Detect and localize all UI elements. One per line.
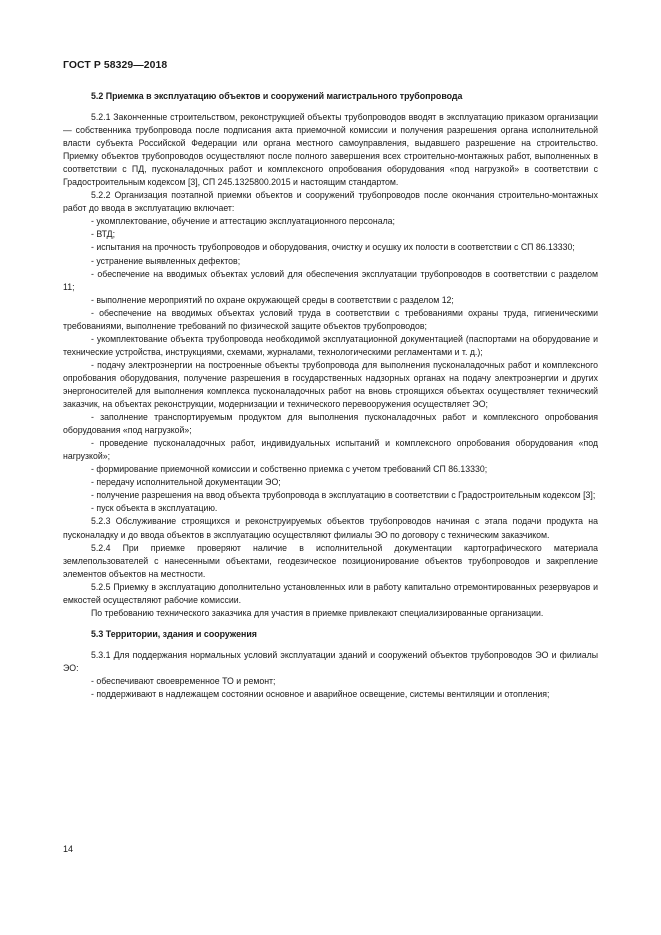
list-item: - выполнение мероприятий по охране окружающей среды в соответствии с разделом 12;: [91, 294, 454, 305]
list-item: - укомплектование объекта трубопровода необходимой эксплуатационной документацией (паспортами на оборудование и технические устройства, инструкциями, схемами, журналами, технологическими регламентами и т. д.);: [63, 333, 598, 357]
list-item: - обеспечение на вводимых объектах условий труда в соответствии с требованиями охраны труда, гигиеническими требованиями, выполнение требований по физической защите объектов трубопроводов;: [63, 307, 598, 331]
list-item: - подачу электроэнергии на построенные объекты трубопровода для выполнения пусконаладочных работ и комплексного опробования оборудования, получение разрешения в государственных надзорных органах на подачу электроэнергии и других энергоносителей для выполнения комплекса пусконаладочных работ на вновь строящихся объектах осуществляет технический заказчик, на объектах реконструкции, модернизации и технического перевооружения осуществляет ЭО;: [63, 359, 598, 410]
standard-header: ГОСТ Р 58329—2018: [63, 60, 168, 71]
list-item: - укомплектование, обучение и аттестацию эксплуатационного персонала;: [91, 216, 395, 227]
paragraph-5-2-2: 5.2.2 Организация поэтапной приемки объектов и сооружений трубопроводов после окончания строительно-монтажных работ до ввода в эксплуатацию включает:: [63, 190, 598, 214]
paragraph-5-2-4: 5.2.4 При приемке проверяют наличие в исполнительной документации картографического материала землепользователей с нанесенными объектами, геодезическое позиционирование объектов трубопроводов и закрепление элементов объектов на местности.: [63, 542, 598, 579]
list-item: - обеспечивают своевременное ТО и ремонт;: [91, 675, 276, 686]
paragraph-5-2-3: 5.2.3 Обслуживание строящихся и реконструируемых объектов трубопроводов начиная с этапа подачи продукта на пусконаладку и до ввода объектов в эксплуатацию осуществляют филиалы ЭО по договору с техническим заказчиком.: [63, 516, 598, 540]
list-item: - передачу исполнительной документации ЭО;: [91, 477, 281, 488]
list-item: - получение разрешения на ввод объекта трубопровода в эксплуатацию в соответствии с Градостроительным кодексом [3];: [91, 490, 596, 501]
list-item: - ВТД;: [91, 229, 116, 240]
list-item: - проведение пусконаладочных работ, индивидуальных испытаний и комплексного опробования оборудования «под нагрузкой»;: [63, 438, 598, 462]
paragraph-5-3-1: 5.3.1 Для поддержания нормальных условий эксплуатации зданий и сооружений объектов трубопроводов ЭО и филиалы ЭО:: [63, 649, 598, 673]
page-content: [63, 90, 598, 701]
list-item: - испытания на прочность трубопроводов и оборудования, очистку и осушку их полости в соответствии с СП 86.13330;: [91, 242, 575, 253]
paragraph-5-2-1: 5.2.1 Законченные строительством, реконструкцией объекты трубопроводов вводят в эксплуатацию приказом организации — собственника трубопровода после подписания акта приемочной комиссии и получения разрешения органа исполнительной власти субъекта Российской Федерации или органа местного самоуправления, выдавшего разрешение на строительство. Приемку объектов трубопроводов осуществляют после полного завершения всех строительно-монтажных работ, выполненных в соответствии с ПД, пусконаладочных работ и комплексного опробования оборудования «под нагрузкой» в соответствии с Градостроительным кодексом [3], СП 245.1325800.2015 и настоящим стандартом.: [63, 112, 598, 188]
list-item: - пуск объекта в эксплуатацию.: [91, 503, 218, 514]
list-item: - заполнение транспортируемым продуктом для выполнения пусконаладочных работ и комплексного опробования оборудования «под нагрузкой»;: [63, 412, 598, 436]
paragraph-technical-customer: По требованию технического заказчика для участия в приемке привлекают специализированные организации.: [91, 607, 544, 618]
section-5-3-title: 5.3 Территории, здания и сооружения: [91, 628, 257, 639]
paragraph-5-2-5: 5.2.5 Приемку в эксплуатацию дополнительно установленных или в работу капитально отремонтированных резервуаров и емкостей осуществляют рабочие комиссии.: [63, 581, 598, 605]
list-item: - поддерживают в надлежащем состоянии основное и аварийное освещение, системы вентиляции и отопления;: [91, 688, 550, 699]
list-item: - обеспечение на вводимых объектах условий для обеспечения эксплуатации трубопроводов в соответствии с разделом 11;: [63, 268, 598, 292]
list-item: - устранение выявленных дефектов;: [91, 255, 241, 266]
page-number: 14: [63, 844, 74, 854]
list-item: - формирование приемочной комиссии и собственно приемка с учетом требований СП 86.13330;: [91, 464, 488, 475]
section-5-2-title: 5.2 Приемка в эксплуатацию объектов и сооружений магистрального трубопровода: [91, 91, 463, 101]
